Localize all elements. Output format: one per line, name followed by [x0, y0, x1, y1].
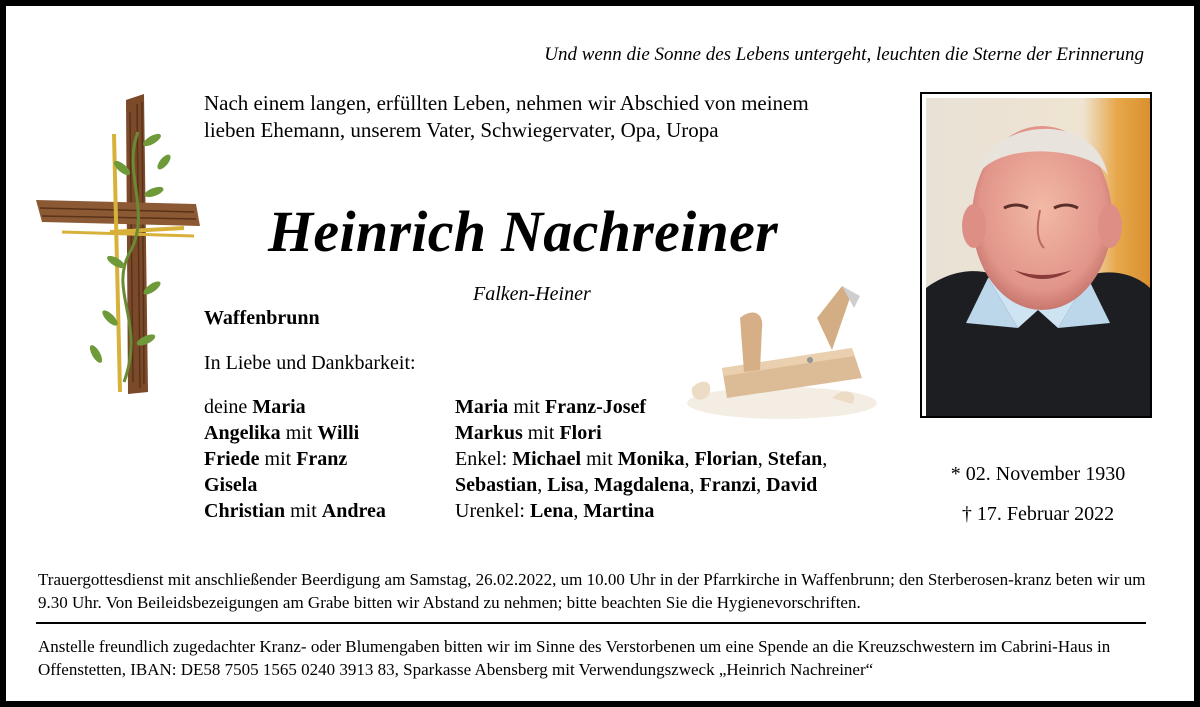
mourner-name: Florian: [694, 448, 758, 470]
mourner-connector: ,: [583, 474, 594, 496]
birth-date: * 02. November 1930: [950, 463, 1126, 485]
mourner-line: [455, 394, 827, 420]
intro-line-2: lieben Ehemann, unserem Vater, Schwiegervater, Opa, Uropa: [204, 118, 719, 142]
wooden-cross-icon: [34, 92, 204, 402]
deceased-name: Heinrich Nachreiner: [268, 199, 778, 264]
mourner-name: Flori: [559, 422, 602, 444]
mourner-name: Lena: [529, 500, 574, 522]
mourner-connector: Urenkel:: [455, 500, 530, 522]
life-dates: [924, 454, 1152, 534]
mourner-connector: ,: [756, 474, 767, 496]
portrait-photo: [920, 92, 1152, 418]
mourner-name: Friede: [204, 448, 260, 470]
service-notice: Trauergottesdienst mit anschließender Beerdigung am Samstag, 26.02.2022, um 10.00 Uhr in der Pfarrkirche in Waffenbrunn; den Sterberosen-kranz beten wir um 9.30 Uhr. Von Beileidsbezeigungen am Grabe bitten wir Abstand zu nehmen; bitte beachten Sie die Hygienevorschriften.: [38, 570, 1146, 612]
intro-text: [204, 90, 809, 144]
intro-line-1: Nach einem langen, erfüllten Leben, nehmen wir Abschied von meinem: [204, 91, 809, 115]
mourners-right: [455, 394, 827, 524]
mourner-connector: mit: [285, 500, 322, 522]
mourner-connector: mit: [280, 422, 318, 444]
divider: [36, 622, 1146, 624]
mourner-connector: ,: [537, 474, 548, 496]
mourner-name: Martina: [583, 500, 655, 522]
mourner-connector: mit: [259, 448, 297, 470]
mourner-connector: ,: [684, 448, 695, 470]
mourner-name: Angelika: [204, 422, 281, 444]
donation-notice: Anstelle freundlich zugedachter Kranz- oder Blumengaben bitten wir im Sinne des Verstorbenen um eine Spende an die Kreuzschwestern im Cabrini-Haus in Offenstetten, IBAN: DE58 7505 1565 0240 3913 83, Sparkasse Abensberg mit Verwendungszweck „Heinrich Nachreiner“: [38, 637, 1111, 679]
mourner-line: [455, 498, 827, 524]
motto: Und wenn die Sonne des Lebens untergeht, leuchten die Sterne der Erinnerung: [544, 44, 1144, 65]
mourner-line: [455, 420, 827, 446]
mourner-name: David: [766, 474, 818, 496]
mourner-line: [204, 446, 386, 472]
deceased-place: Waffenbrunn: [204, 307, 320, 329]
mourner-name: Stefan: [767, 448, 823, 470]
mourner-connector: Enkel:: [455, 448, 513, 470]
mourners-left: [204, 394, 386, 524]
mourner-name: Lisa: [547, 474, 584, 496]
mourner-connector: ,: [689, 474, 700, 496]
deceased-nickname: Falken-Heiner: [473, 283, 591, 305]
death-date: † 17. Februar 2022: [961, 503, 1115, 525]
mourner-name: Monika: [617, 448, 685, 470]
mourner-name: Andrea: [321, 500, 386, 522]
mourner-name: Willi: [317, 422, 360, 444]
mourner-connector: mit: [581, 448, 618, 470]
mourner-name: Gisela: [204, 474, 258, 496]
mourner-name: Markus: [455, 422, 523, 444]
mourner-name: Franzi: [699, 474, 757, 496]
mourner-name: Franz: [296, 448, 348, 470]
mourner-name: Franz-Josef: [544, 396, 647, 418]
mourner-line: [204, 472, 386, 498]
mourner-name: Michael: [512, 448, 582, 470]
mourner-connector: ,: [822, 448, 828, 470]
mourner-name: Sebastian: [455, 474, 538, 496]
mourner-connector: mit: [522, 422, 560, 444]
mourner-connector: ,: [757, 448, 768, 470]
mourner-line: [204, 420, 386, 446]
mourner-name: Maria: [455, 396, 509, 418]
mourner-line: [455, 472, 827, 498]
mourner-connector: deine: [204, 396, 253, 418]
mourner-name: Christian: [204, 500, 286, 522]
mourner-line: [204, 394, 386, 420]
mourner-connector: ,: [573, 500, 584, 522]
thanks-heading: In Liebe und Dankbarkeit:: [204, 352, 416, 374]
mourner-connector: mit: [508, 396, 545, 418]
mourner-line: [204, 498, 386, 524]
mourner-name: Maria: [252, 396, 306, 418]
mourner-name: Magdalena: [593, 474, 690, 496]
mourner-line: [455, 446, 827, 472]
